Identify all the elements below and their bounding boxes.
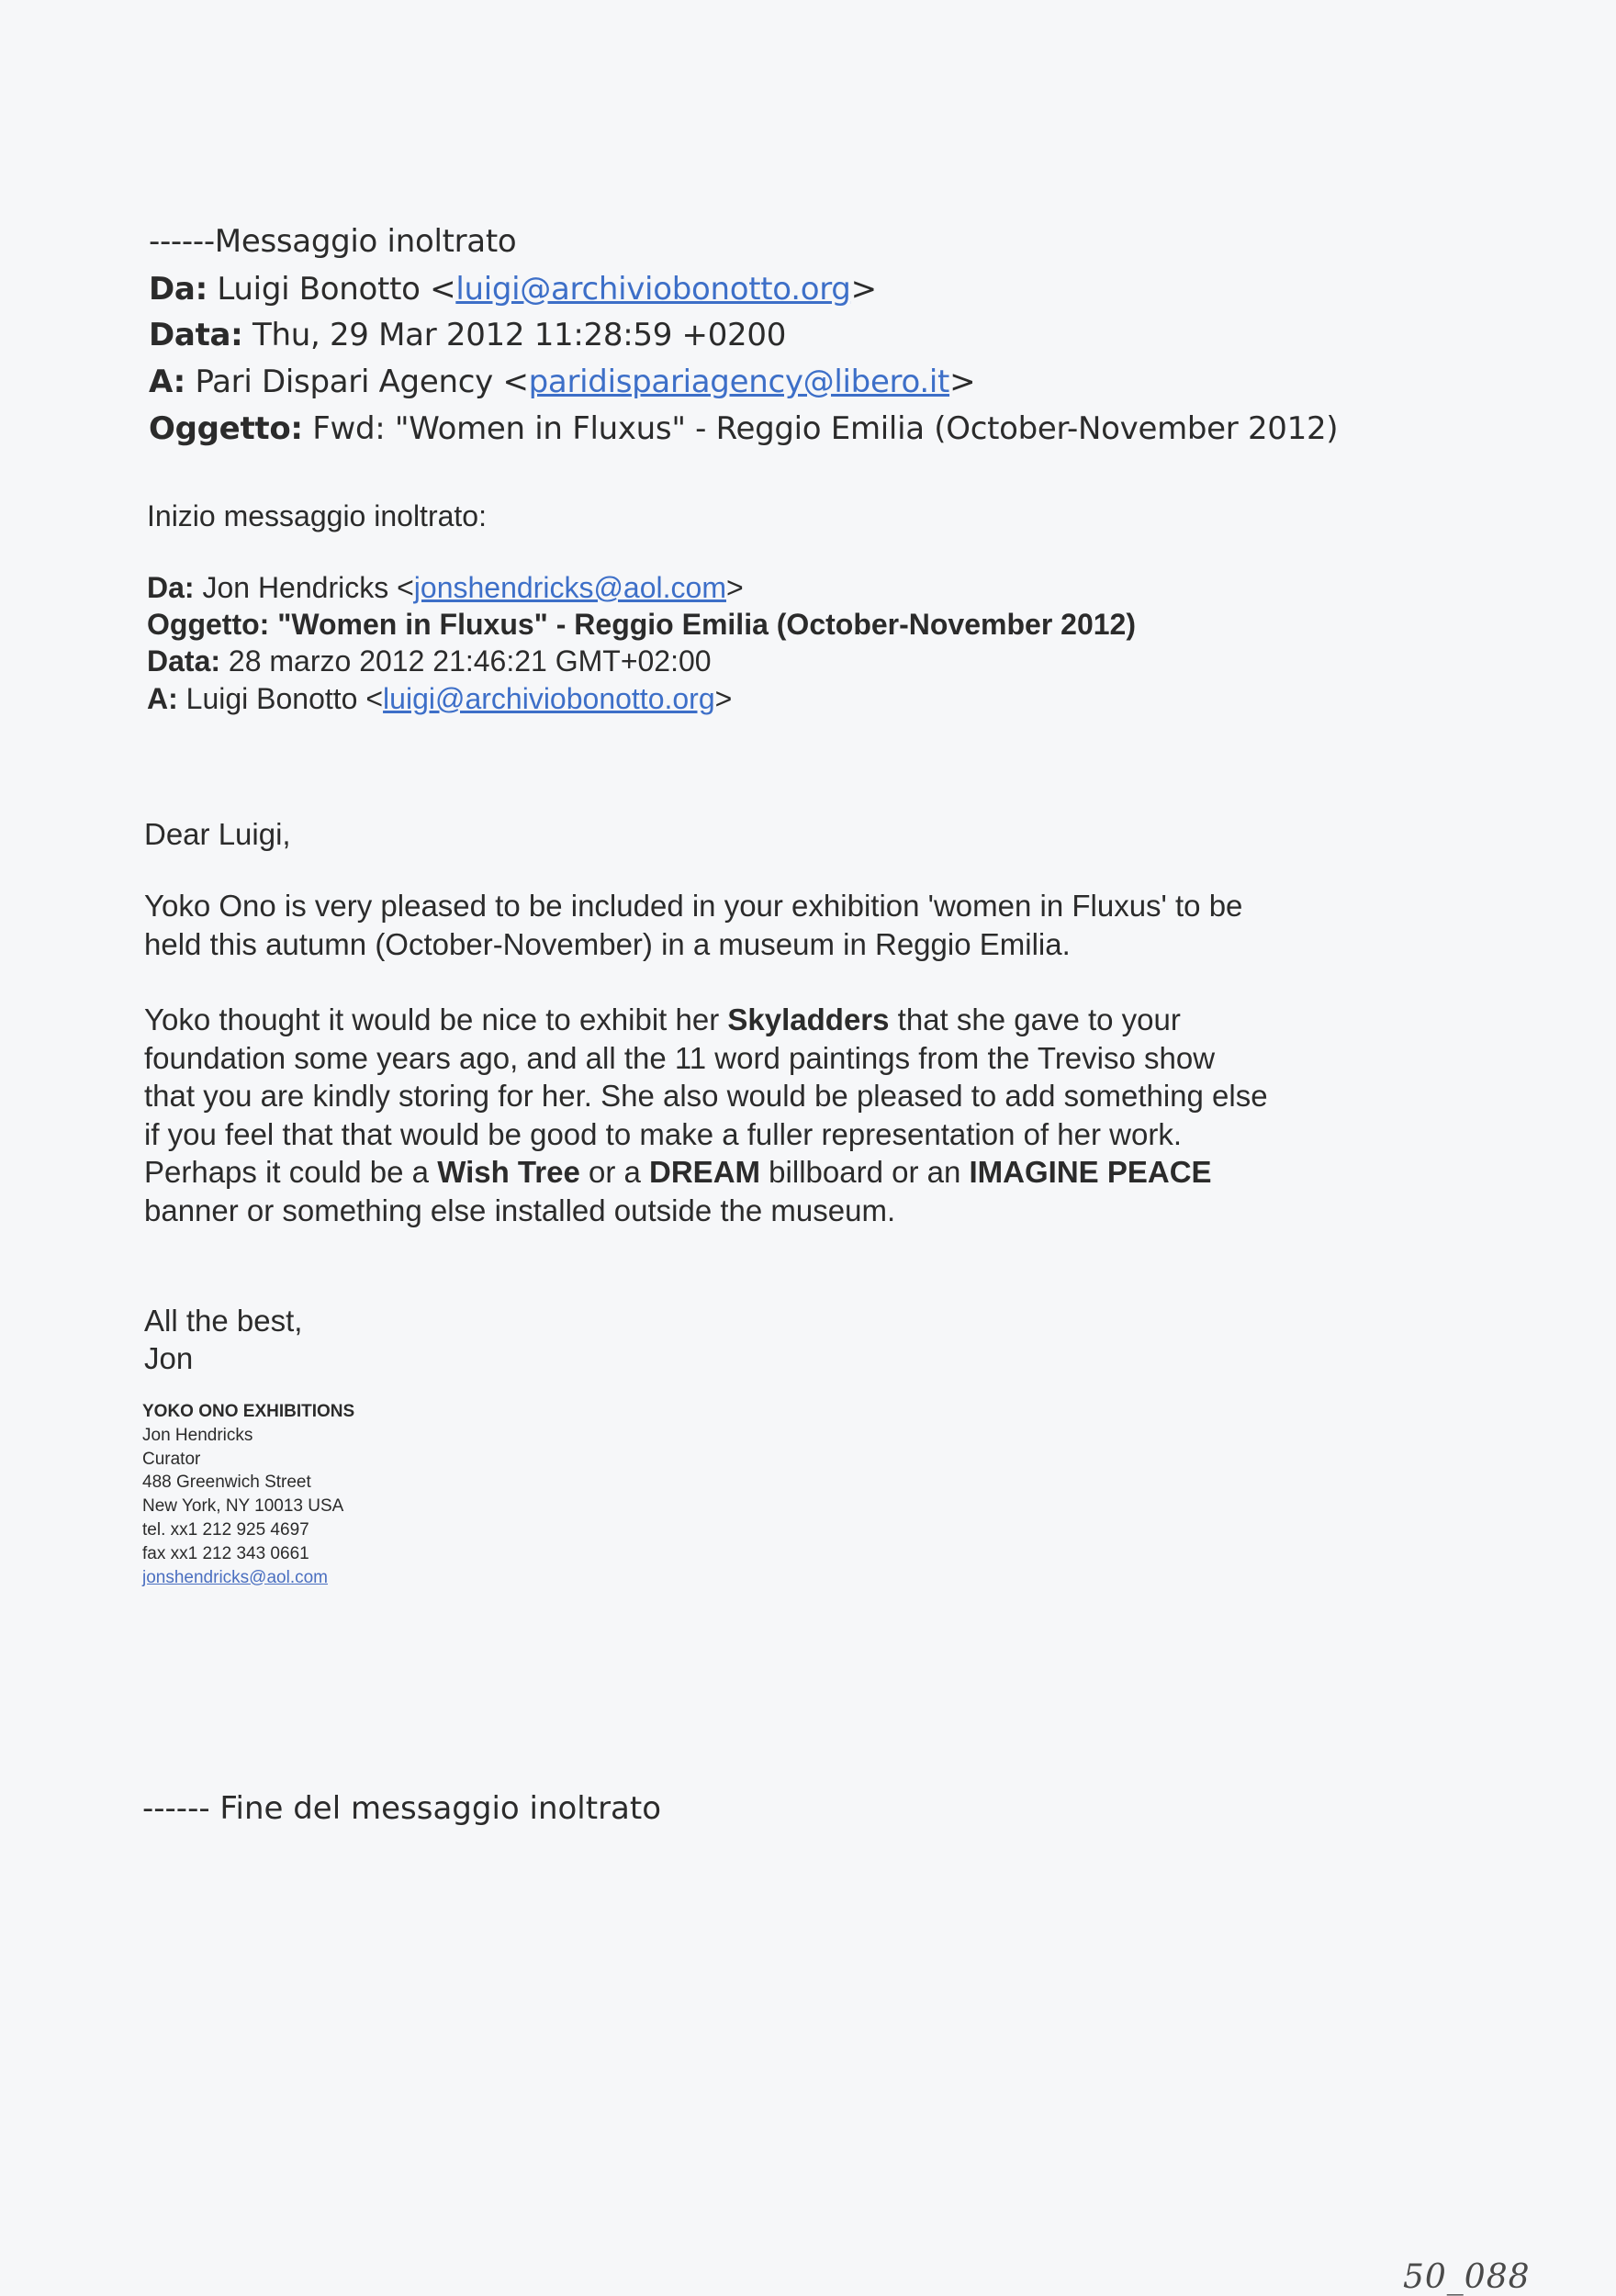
inner-intro: Inizio messaggio inoltrato: — [147, 499, 487, 532]
inner-from-label: Da: — [147, 571, 195, 604]
letter-signoff: Jon — [144, 1341, 194, 1375]
inner-subject-line — [147, 608, 1136, 642]
letter-paragraph-1: Yoko Ono is very pleased to be included in your exhibition 'women in Fluxus' to be held this autumn (October-November) in a museum in Reggio Emilia. — [144, 889, 1243, 961]
forwarded-from-line: Da: Luigi Bonotto <luigi@archiviobonotto.org> — [149, 271, 877, 308]
forwarded-to-label: A: — [149, 364, 185, 400]
signature-org: YOKO ONO EXHIBITIONS — [142, 1402, 355, 1421]
inner-subject-value: "Women in Fluxus" - Reggio Emilia (October-November 2012) — [277, 608, 1136, 641]
inner-to-label: A: — [147, 682, 178, 715]
letter-greeting: Dear Luigi, — [144, 817, 291, 851]
forwarded-from-label: Da: — [149, 271, 208, 308]
p2-text-a: Yoko thought it would be nice to exhibit her — [144, 1002, 728, 1036]
forwarded-to-line: A: Pari Dispari Agency <paridispariagency@libero.it> — [149, 364, 976, 400]
page-number: 50_088 — [1403, 2258, 1531, 2296]
inner-to-name: Luigi Bonotto — [185, 682, 358, 715]
signature-email-link[interactable]: jonshendricks@aol.com — [142, 1567, 328, 1587]
p2-wish-tree: Wish Tree — [437, 1155, 580, 1189]
forwarded-from-email-link[interactable]: luigi@archiviobonotto.org — [455, 271, 851, 308]
inner-date-value: 28 marzo 2012 21:46:21 GMT+02:00 — [228, 644, 712, 678]
inner-to-line: A: Luigi Bonotto <luigi@archiviobonotto.org> — [147, 682, 733, 715]
forwarded-date-label: Data: — [149, 317, 243, 353]
signature-name: Jon Hendricks — [142, 1425, 253, 1445]
letter-closing: All the best, — [144, 1304, 303, 1338]
forwarded-date-value: Thu, 29 Mar 2012 11:28:59 +0200 — [252, 317, 787, 353]
forwarded-date-line — [149, 317, 786, 353]
inner-to-email-link[interactable]: luigi@archiviobonotto.org — [383, 682, 715, 715]
end-forward-line: ------ Fine del messaggio inoltrato — [142, 1790, 662, 1827]
signature-block — [142, 1400, 354, 1589]
forwarded-subject-label: Oggetto: — [149, 410, 303, 447]
forwarded-heading: ------Messaggio inoltrato — [149, 223, 517, 260]
letter-paragraph-2 — [144, 1001, 1274, 1229]
forwarded-to-email-link[interactable]: paridispariagency@libero.it — [528, 364, 950, 400]
signature-tel: tel. xx1 212 925 4697 — [142, 1519, 309, 1540]
forwarded-to-name: Pari Dispari Agency — [195, 364, 493, 400]
inner-date-line — [147, 644, 712, 678]
p2-text-g: billboard or an — [760, 1155, 970, 1189]
p2-imagine-peace: IMAGINE PEACE — [969, 1155, 1212, 1189]
inner-from-name: Jon Hendricks — [202, 571, 389, 604]
p2-text-i: banner or something else installed outside the museum. — [144, 1193, 896, 1227]
p2-skyladders: Skyladders — [727, 1002, 890, 1036]
inner-from-email-link[interactable]: jonshendricks@aol.com — [413, 571, 726, 604]
signature-city: New York, NY 10013 USA — [142, 1496, 344, 1517]
signature-fax: fax xx1 212 343 0661 — [142, 1543, 309, 1563]
signature-title: Curator — [142, 1449, 201, 1469]
forwarded-subject-line — [149, 410, 1338, 447]
p2-dream: DREAM — [649, 1155, 761, 1189]
p2-text-e: or a — [579, 1155, 650, 1189]
forwarded-subject-value: Fwd: "Women in Fluxus" - Reggio Emilia (October-November 2012) — [312, 410, 1339, 447]
signature-street: 488 Greenwich Street — [142, 1473, 311, 1493]
p2-text-c: that she gave to your foundation some years ago, and all the 11 word paintings from the Treviso show that you are kindly storing for her. She also would be pleased to add something else if you feel that that would be good to make a fuller representation of her work. Perhaps it could be a — [144, 1002, 1268, 1189]
inner-from-line: Da: Jon Hendricks <jonshendricks@aol.com> — [147, 571, 744, 604]
inner-date-label: Data: — [147, 644, 221, 678]
inner-subject-label: Oggetto: — [147, 608, 270, 641]
forwarded-from-name: Luigi Bonotto — [217, 271, 421, 308]
